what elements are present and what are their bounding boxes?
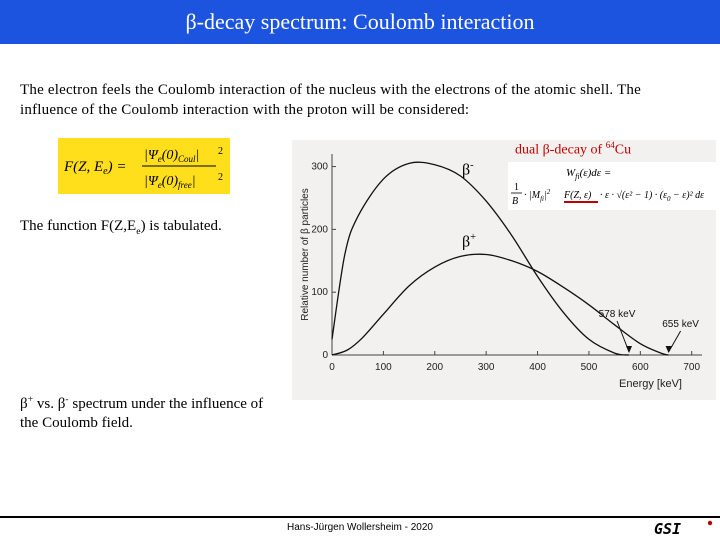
endpoint-arrow-line xyxy=(669,331,681,352)
rate-formula-fermi-function: F(Z, ε) xyxy=(564,190,592,201)
function-tabulated-text: The function $F(Z,E_e)$ is tabulated. xyxy=(20,218,222,237)
chart-y-tick-label: 100 xyxy=(311,287,328,299)
title-bar xyxy=(0,0,720,44)
rate-formula-tail: · $\varepsilon \cdot √(\varepsilon^2 - 1) \cdot (\varepsilon_0 - \varepsilon)^2$ dε xyxy=(600,190,705,203)
endpoint-label: 655 keV xyxy=(662,319,699,330)
footer-divider xyxy=(0,516,720,518)
chart-y-tick-label: 0 xyxy=(322,350,328,361)
gsi-logo-text: GSI xyxy=(654,520,682,537)
chart-y-tick-label: 200 xyxy=(311,224,328,236)
formula-denominator: $|\Psi_e(0)_{free}|$ xyxy=(144,174,196,190)
chart-x-axis-label: Energy [keV] xyxy=(619,378,682,390)
intro-paragraph: The electron feels the Coulomb interaction of the nucleus with the electrons of the atomic shell. The influence of the Coulomb interaction with the proton will be considered: xyxy=(20,82,641,118)
chart-y-axis-label: Relative number of β particles xyxy=(300,188,311,321)
rate-formula-B: B xyxy=(512,196,519,207)
coulomb-factor-formula xyxy=(58,138,230,194)
gsi-logo xyxy=(652,519,716,537)
decay-rate-formula-svg xyxy=(508,162,716,210)
beta-plus-curve xyxy=(332,254,669,355)
chart-x-tick-label: 700 xyxy=(683,362,701,373)
chart-x-tick-label: 400 xyxy=(529,362,546,373)
formula-numerator: $|\Psi_e(0)_{Coul}|$ xyxy=(144,148,200,164)
rate-formula-lhs: $W_{fi}(\varepsilon)d\varepsilon$ = xyxy=(566,167,612,181)
endpoint-label: 578 keV xyxy=(598,309,636,320)
dual-decay-title: dual β-decay of $^{64}$Cu xyxy=(515,140,632,158)
chart-x-tick-label: 300 xyxy=(477,362,495,373)
formula-power-num: 2 xyxy=(218,146,223,157)
chart-x-tick-label: 100 xyxy=(375,362,392,373)
formula-lhs: F(Z, $E_e$) = xyxy=(64,159,127,177)
chart-x-tick-label: 500 xyxy=(580,362,598,373)
chart-x-tick-label: 600 xyxy=(631,362,649,373)
beta-plus-label: β+ xyxy=(462,232,477,251)
formula-power-den: 2 xyxy=(218,172,223,183)
coulomb-factor-formula-svg xyxy=(58,138,230,194)
endpoint-arrow-head xyxy=(626,346,632,353)
slide-title: β-decay spectrum: Coulomb interaction xyxy=(185,9,535,34)
gsi-logo-dot xyxy=(708,521,712,525)
rate-formula-one: 1 xyxy=(514,182,519,193)
chart-x-tick-label: 0 xyxy=(329,362,335,373)
endpoint-arrow-head xyxy=(666,346,672,353)
beta-minus-label: β- xyxy=(462,160,474,179)
rate-formula-matrix: · $|M_{fi}|^2$ xyxy=(524,188,551,203)
chart-y-tick-label: 300 xyxy=(311,161,328,173)
decay-rate-formula xyxy=(508,162,716,210)
footer-author: Hans-Jürgen Wollersheim - 2020 xyxy=(287,522,433,533)
spectrum-caption: β+ vs. β- spectrum under the influence of the Coulomb field. xyxy=(20,394,264,431)
chart-x-tick-label: 200 xyxy=(426,362,444,373)
